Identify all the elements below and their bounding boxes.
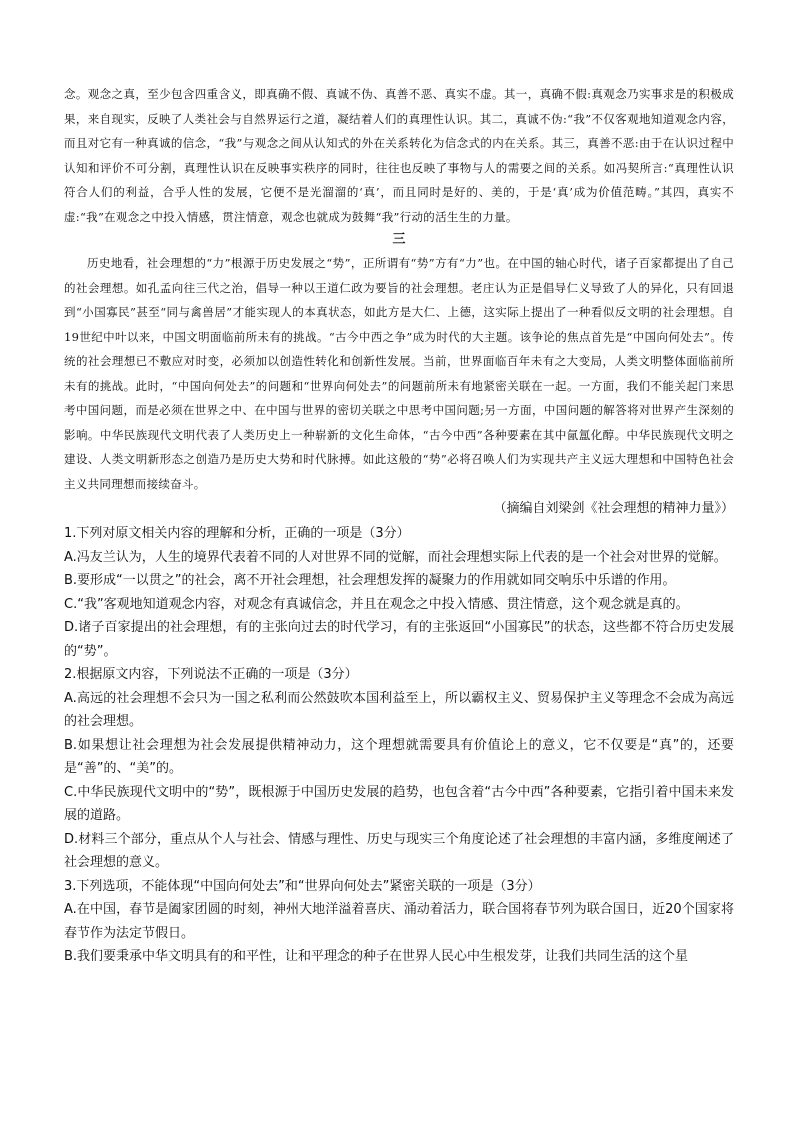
- section-number: 三: [392, 232, 406, 247]
- passage-paragraph-1: 念。观念之真，至少包含四重含义，即真确不假、真诚不伪、真善不恶、真实不虚。其一，真确不假:真观念乃实事求是的积极成果，来自现实，反映了人类社会与自然界运行之道，凝结着人们的真理性认识。其二，真诚不伪:“我”不仅客观地知道观念内容，而且对它有一种真诚的信念，“我”与观念之间从认知式的外在关系转化为信念式的内在关系。其三，真善不恶:由于在认识过程中认知和评价不可分割，真理性认识在反映事实秩序的同时，往往也反映了事物与人的需要之间的关系。如冯契所言:“真理性认识符合人们的利益，合乎人性的发展，它便不是光溜溜的‘真’，而且同时是好的、美的，于是‘真’成为价值范畴。”其四，真实不虚:“我”在观念之中投入情感，贯注情意，观念也就成为鼓舞“我”行动的活生生的力量。: [64, 87, 734, 224]
- question-1-option-b: B.要形成“一以贯之”的社会，离不开社会理想，社会理想发挥的凝聚力的作用就如同交响乐中乐谱的作用。: [64, 573, 676, 588]
- question-3-stem: 3.下列选项，不能体现“中国向何处去”和“世界向何处去”紧密关联的一项是（3分）: [64, 878, 541, 894]
- question-3-option-b: B.我们要秉承中华文明具有的和平性，让和平理念的种子在世界人民心中生根发芽，让我们共同生活的这个星: [64, 949, 689, 964]
- question-2-option-a: A.高远的社会理想不会只为一国之私利而公然鼓吹本国利益至上，所以霸权主义、贸易保护主义等理念不会成为高远的社会理想。: [64, 690, 734, 729]
- question-1-option-c: C.“我”客观地知道观念内容，对观念有真诚信念，并且在观念之中投入情感、贯注情意，这个观念就是真的。: [64, 596, 689, 612]
- question-1-option-d: D.诸子百家提出的社会理想，有的主张向过去的时代学习，有的主张返回“小国寡民”的状态，这些都不符合历史发展的“势”。: [64, 620, 734, 659]
- source-citation: （摘编自刘梁剑《社会理想的精神力量》）: [493, 501, 734, 516]
- question-2-stem: 2.根据原文内容，下列说法不正确的一项是（3分）: [64, 667, 358, 682]
- question-2-option-b: B.如果想让社会理想为社会发展提供精神动力，这个理想就需要具有价值论上的意义，它不仅要是“真”的，还要是“善”的、“美”的。: [64, 737, 734, 776]
- passage-paragraph-2: 历史地看，社会理想的“力”根源于历史发展之“势”，正所谓有“势”方有“力”也。在中国的轴心时代，诸子百家都提出了自己的社会理想。如孔孟向往三代之治，倡导一种以王道仁政为要旨的社会理想。老庄认为正是倡导仁义导致了人的异化，只有回退到“小国寡民”甚至“同与禽兽居”才能实现人的本真状态，如此方是大仁、上德，这实际上提出了一种看似反文明的社会理想。自19世纪中叶以来，中国文明面临前所未有的挑战。“古今中西之争”成为时代的大主题。该争论的焦点首先是“中国向何处去”。传统的社会理想已不敷应对时变，必须加以创造性转化和创新性发展。当前，世界面临百年未有之大变局，人类文明整体面临前所未有的挑战。此时，“中国向何处去”的问题和“世界向何处去”的问题前所未有地紧密关联在一起。一方面，我们不能关起门来思考中国问题，而是必须在世界之中、在中国与世界的密切关联之中思考中国问题;另一方面，中国问题的解答将对世界产生深刻的影响。中华民族现代文明代表了人类历史上一种崭新的文化生命体，“古今中西”各种要素在其中氤氲化醇。中华民族现代文明之建设、人类文明新形态之创造乃是历史大势和时代脉搏。如此这般的“势”必将召唤人们为实现共产主义远大理想和中国特色社会主义共同理想而接续奋斗。: [64, 256, 734, 491]
- question-1-stem: 1.下列对原文相关内容的理解和分析，正确的一项是（3分）: [64, 526, 410, 541]
- question-2-option-d: D.材料三个部分，重点从个人与社会、情感与理性、历史与现实三个角度论述了社会理想的丰富内涵，多维度阐述了社会理想的意义。: [64, 831, 734, 870]
- question-2-option-c: C.中华民族现代文明中的“势”，既根源于中国历史发展的趋势，也包含着“古今中西”各种要素，它指引着中国未来发展的道路。: [64, 784, 734, 823]
- exam-page: [64, 82, 734, 969]
- question-3-option-a: A.在中国，春节是阖家团圆的时刻，神州大地洋溢着喜庆、涌动着活力，联合国将春节列为联合国日，近20个国家将春节作为法定节假日。: [64, 902, 734, 941]
- question-1-option-a: A.冯友兰认为，人生的境界代表着不同的人对世界不同的觉解，而社会理想实际上代表的是一个社会对世界的觉解。: [64, 549, 727, 565]
